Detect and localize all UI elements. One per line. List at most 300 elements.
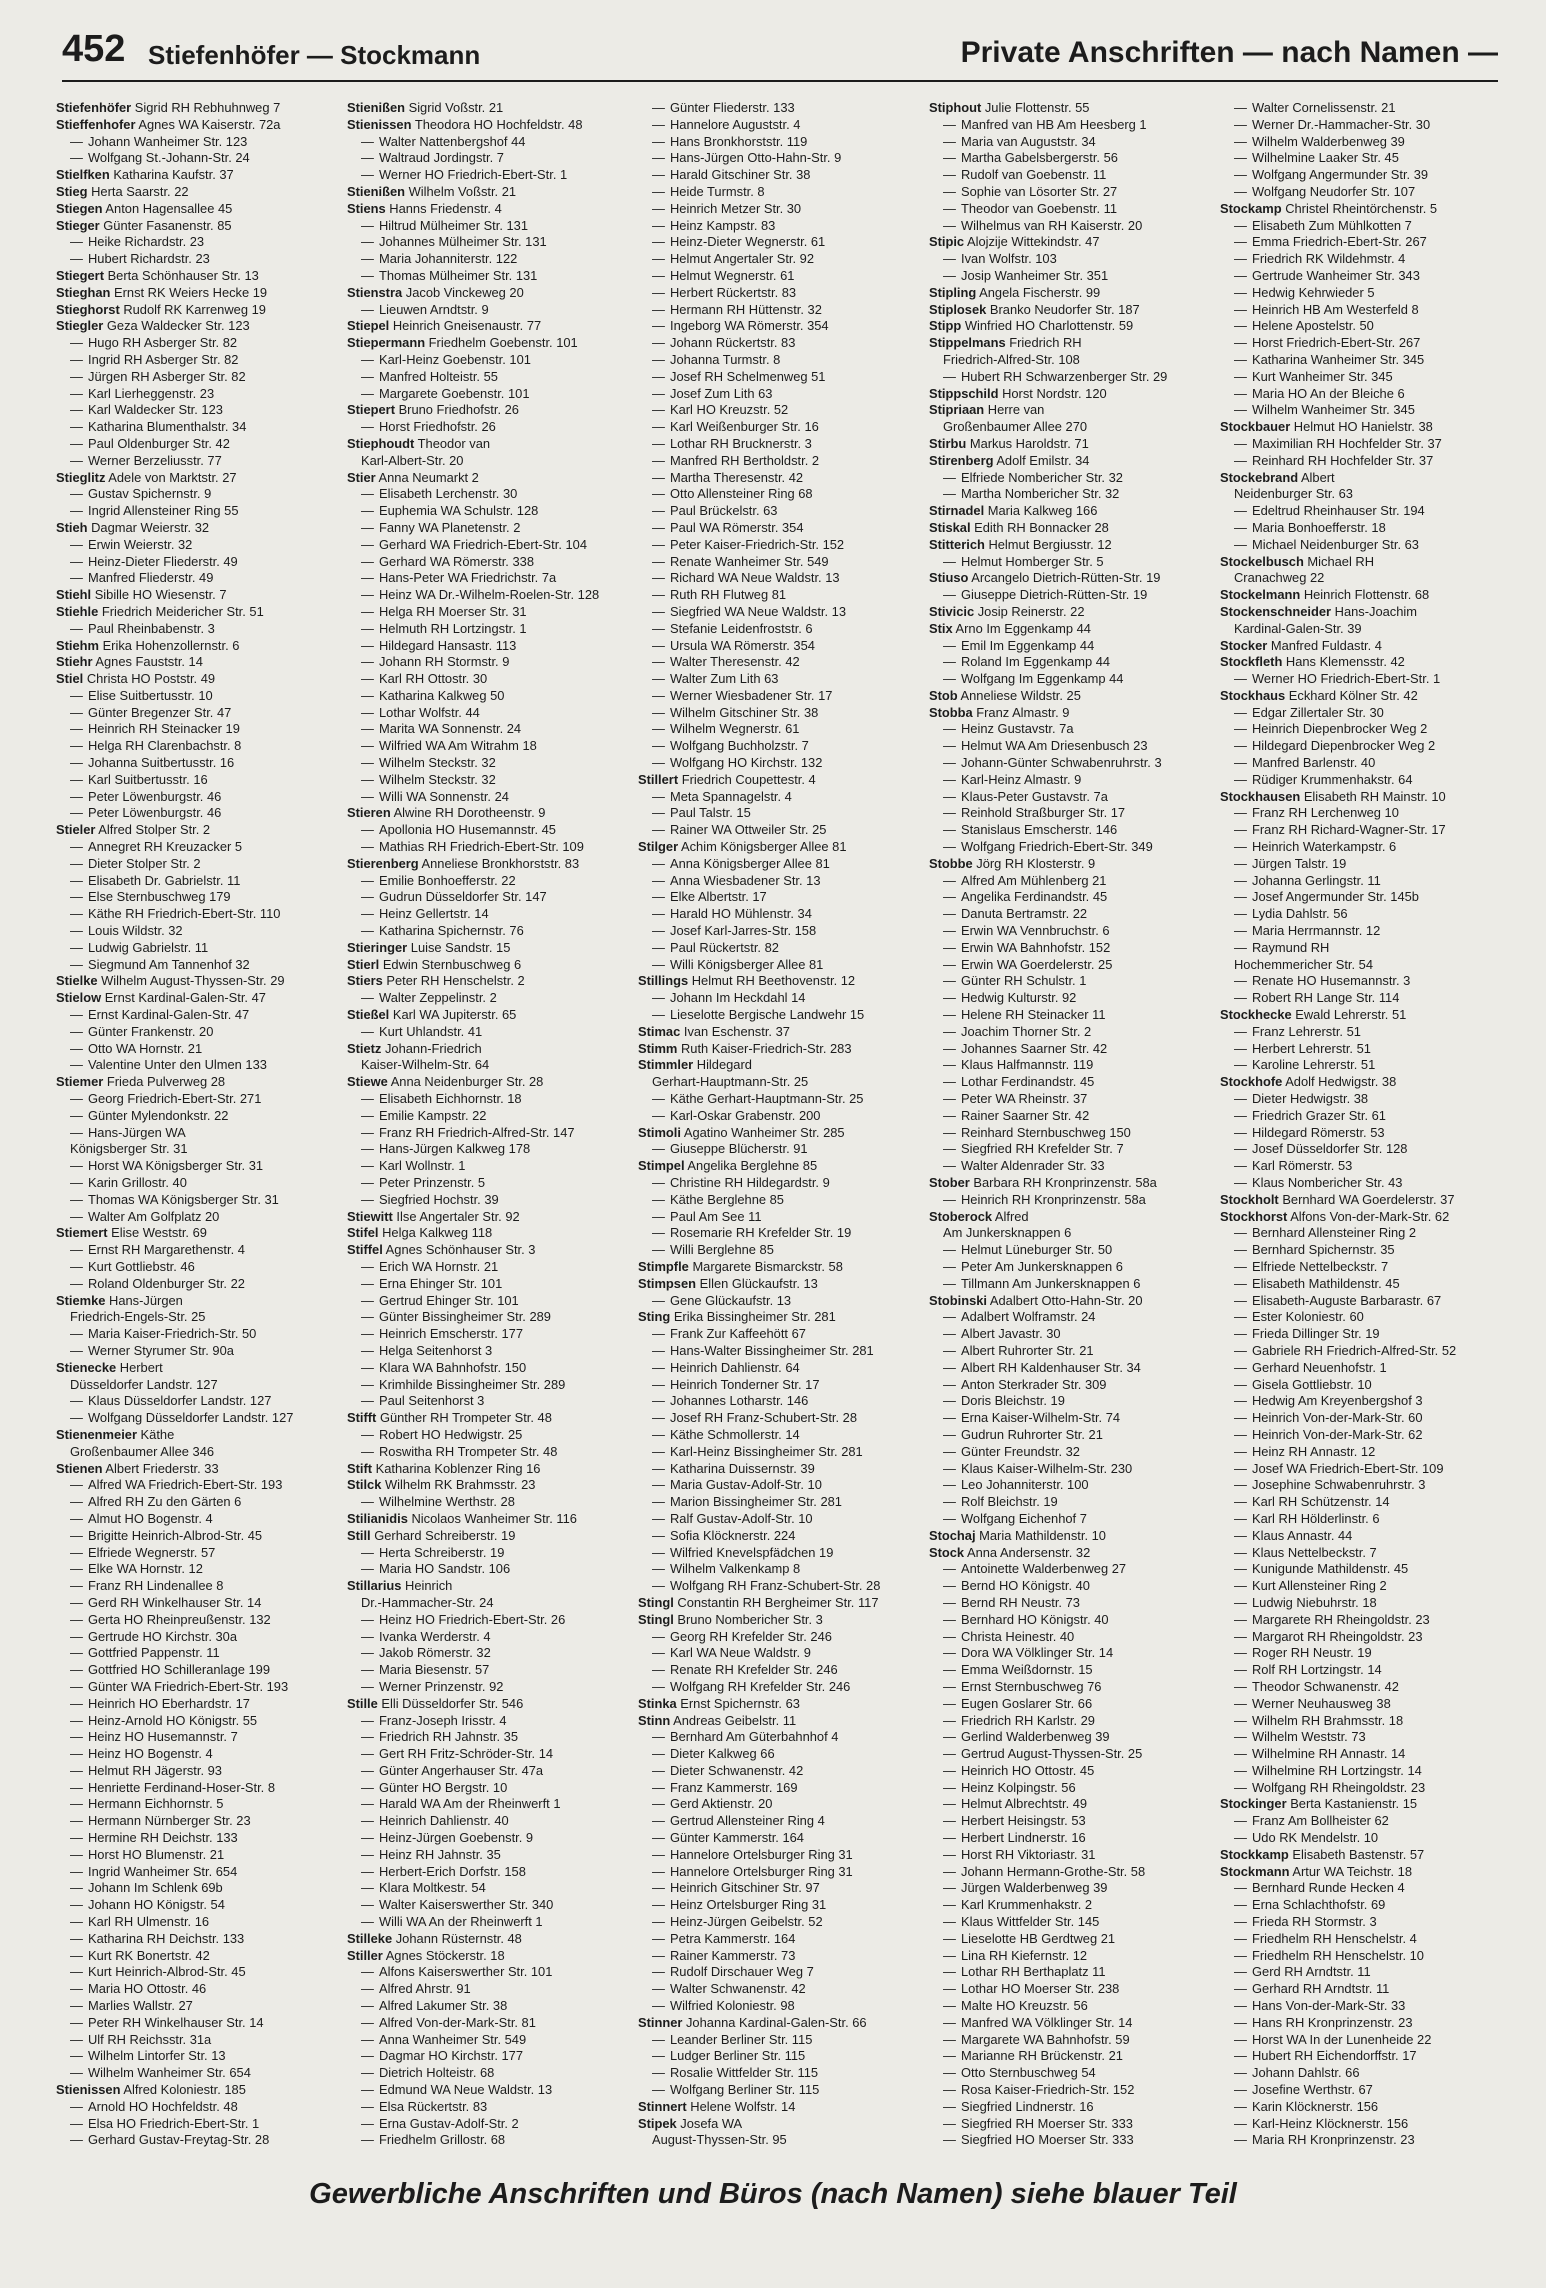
directory-entry bbox=[1220, 2015, 1502, 2032]
directory-entry bbox=[347, 2132, 629, 2149]
entry-detail: Wilhelm Gitschiner Str. 38 bbox=[670, 704, 819, 720]
surname: Stiehl bbox=[56, 587, 92, 603]
dash-marker: — bbox=[361, 587, 374, 603]
surname: Stoberock bbox=[929, 1208, 993, 1224]
dash-marker: — bbox=[70, 486, 83, 502]
surname: Stieger bbox=[56, 217, 100, 233]
directory-entry bbox=[929, 537, 1211, 554]
dash-marker: — bbox=[943, 1762, 956, 1778]
entry-detail: Roland Oldenburger Str. 22 bbox=[88, 1275, 245, 1291]
entry-detail: Karl Krummenhakstr. 2 bbox=[961, 1897, 1093, 1913]
entry-detail: Edeltrud Rheinhauser Str. 194 bbox=[1252, 503, 1425, 519]
directory-entry bbox=[347, 335, 629, 352]
directory-entry bbox=[929, 1494, 1211, 1511]
dash-marker: — bbox=[652, 603, 665, 619]
entry-detail: Julie Flottenstr. 55 bbox=[981, 100, 1090, 115]
directory-entry bbox=[929, 789, 1211, 806]
dash-marker: — bbox=[361, 217, 374, 233]
entry-detail: Albert bbox=[1298, 469, 1335, 485]
directory-entry bbox=[1220, 1477, 1502, 1494]
entry-detail: Ingrid RH Asberger Str. 82 bbox=[88, 351, 239, 367]
entry-detail: Heinz Kampstr. 83 bbox=[670, 217, 776, 233]
entry-detail: Josip Reinerstr. 22 bbox=[974, 603, 1085, 619]
entry-detail: Klaus Wittfelder Str. 145 bbox=[961, 1914, 1100, 1930]
directory-entry bbox=[1220, 1125, 1502, 1142]
directory-entry bbox=[929, 2082, 1211, 2099]
directory-entry bbox=[929, 805, 1211, 822]
dash-marker: — bbox=[652, 335, 665, 351]
dash-marker: — bbox=[70, 1729, 83, 1745]
directory-entry bbox=[347, 419, 629, 436]
entry-continuation: August-Thyssen-Str. 95 bbox=[652, 2132, 787, 2148]
entry-detail: Wolfgang Angermunder Str. 39 bbox=[1252, 167, 1429, 183]
entry-detail: Thomas WA Königsberger Str. 31 bbox=[88, 1191, 279, 1207]
directory-entry bbox=[1220, 1998, 1502, 2015]
directory-entry bbox=[347, 1461, 629, 1478]
directory-entry bbox=[347, 621, 629, 638]
dash-marker: — bbox=[70, 368, 83, 384]
directory-entry bbox=[347, 1679, 629, 1696]
directory-entry bbox=[347, 1158, 629, 1175]
directory-entry bbox=[638, 1024, 920, 1041]
directory-entry bbox=[1220, 1041, 1502, 1058]
entry-detail: Helga Kalkweg 118 bbox=[378, 1225, 493, 1241]
entry-detail: Heinz Ortelsburger Ring 31 bbox=[670, 1897, 827, 1913]
dash-marker: — bbox=[361, 1426, 374, 1442]
entry-detail: Ingrid Wanheimer Str. 654 bbox=[88, 1863, 238, 1879]
entry-detail: Ewald Lehrerstr. 51 bbox=[1291, 1007, 1407, 1023]
dash-marker: — bbox=[943, 1124, 956, 1140]
directory-entry bbox=[929, 923, 1211, 940]
dash-marker: — bbox=[943, 1863, 956, 1879]
entry-detail: Wilhelm Weststr. 73 bbox=[1252, 1729, 1366, 1745]
dash-marker: — bbox=[361, 1914, 374, 1930]
directory-entry bbox=[1220, 1713, 1502, 1730]
entry-detail: Paul Oldenburger Str. 42 bbox=[88, 435, 230, 451]
directory-entry bbox=[929, 1377, 1211, 1394]
entry-detail: Heinz WA Dr.-Wilhelm-Roelen-Str. 128 bbox=[379, 587, 600, 603]
dash-marker: — bbox=[70, 536, 83, 552]
entry-detail: Sophie van Lösorter Str. 27 bbox=[961, 183, 1118, 199]
entry-detail: Roswitha RH Trompeter Str. 48 bbox=[379, 1443, 558, 1459]
entry-detail: Herbert Rückertstr. 83 bbox=[670, 284, 797, 300]
directory-entry bbox=[929, 638, 1211, 655]
directory-entry bbox=[1220, 1259, 1502, 1276]
directory-entry bbox=[638, 1192, 920, 1209]
dash-marker: — bbox=[652, 822, 665, 838]
entry-detail: Helene Apostelstr. 50 bbox=[1252, 318, 1374, 334]
directory-entry bbox=[347, 1259, 629, 1276]
directory-entry bbox=[347, 1696, 629, 1713]
dash-marker: — bbox=[652, 1578, 665, 1594]
directory-entry bbox=[56, 1461, 338, 1478]
dash-marker: — bbox=[943, 1477, 956, 1493]
directory-entry bbox=[638, 889, 920, 906]
surname: Stieghorst bbox=[56, 301, 120, 317]
directory-entry bbox=[1220, 1561, 1502, 1578]
directory-entry bbox=[929, 1461, 1211, 1478]
directory-entry bbox=[56, 184, 338, 201]
dash-marker: — bbox=[943, 2098, 956, 2114]
entry-detail: Wolfgang RH Rheingoldstr. 23 bbox=[1252, 1779, 1426, 1795]
dash-marker: — bbox=[1234, 183, 1247, 199]
directory-entry bbox=[638, 1629, 920, 1646]
entry-detail: Ivan Eschenstr. 37 bbox=[680, 1023, 790, 1039]
dash-marker: — bbox=[1234, 1158, 1247, 1174]
directory-entry bbox=[1220, 1225, 1502, 1242]
dash-marker: — bbox=[361, 1292, 374, 1308]
entry-detail: Wilhelmus van RH Kaiserstr. 20 bbox=[961, 217, 1143, 233]
entry-detail: Theodor van Goebenstr. 11 bbox=[961, 200, 1117, 216]
entry-detail: Harald Gitschiner Str. 38 bbox=[670, 167, 811, 183]
entry-detail: Anna Andersenstr. 32 bbox=[964, 1544, 1091, 1560]
dash-marker: — bbox=[943, 1796, 956, 1812]
entry-detail: Martha Gabelsbergerstr. 56 bbox=[961, 150, 1118, 166]
dash-marker: — bbox=[943, 1191, 956, 1207]
directory-entry bbox=[56, 1561, 338, 1578]
directory-entry bbox=[638, 520, 920, 537]
dash-marker: — bbox=[70, 2115, 83, 2131]
directory-entry bbox=[638, 1561, 920, 1578]
directory-entry bbox=[638, 856, 920, 873]
directory-entry bbox=[1220, 117, 1502, 134]
directory-entry bbox=[347, 1074, 629, 1091]
surname: Stockhaus bbox=[1220, 687, 1286, 703]
entry-detail: Eugen Goslarer Str. 66 bbox=[961, 1695, 1093, 1711]
entry-detail: Wolfgang Düsseldorfer Landstr. 127 bbox=[88, 1410, 294, 1426]
dash-marker: — bbox=[70, 419, 83, 435]
dash-marker: — bbox=[652, 100, 665, 115]
dash-marker: — bbox=[652, 1443, 665, 1459]
directory-entry bbox=[929, 302, 1211, 319]
header-name-range: Stiefenhöfer — Stockmann bbox=[148, 40, 481, 70]
dash-marker: — bbox=[70, 771, 83, 787]
dash-marker: — bbox=[652, 1897, 665, 1913]
directory-entry bbox=[638, 1746, 920, 1763]
directory-entry bbox=[1220, 738, 1502, 755]
directory-entry bbox=[929, 654, 1211, 671]
entry-detail: Elisabeth Eichhornstr. 18 bbox=[379, 1091, 522, 1107]
entry-detail: Werner Wiesbadener Str. 17 bbox=[670, 687, 833, 703]
surname: Stier bbox=[347, 469, 376, 485]
directory-entry bbox=[929, 1024, 1211, 1041]
entry-detail: Ernst RH Margarethenstr. 4 bbox=[88, 1242, 245, 1258]
dash-marker: — bbox=[652, 1779, 665, 1795]
dash-marker: — bbox=[1234, 1981, 1247, 1997]
entry-detail: Ernst RK Weiers Hecke 19 bbox=[110, 284, 268, 300]
directory-entry bbox=[638, 1343, 920, 1360]
entry-detail: Petra Kammerstr. 164 bbox=[670, 1930, 796, 1946]
entry-detail: Werner Neuhausweg 38 bbox=[1252, 1695, 1391, 1711]
dash-marker: — bbox=[943, 1729, 956, 1745]
directory-entry bbox=[56, 1125, 338, 1142]
directory-entry bbox=[638, 1309, 920, 1326]
entry-detail: Horst Friedrich-Ebert-Str. 267 bbox=[1252, 335, 1421, 351]
dash-marker: — bbox=[652, 251, 665, 267]
entry-detail: Johannes Saarner Str. 42 bbox=[961, 1040, 1108, 1056]
entry-detail: Wilhelm Walderbenweg 39 bbox=[1252, 133, 1405, 149]
directory-entry bbox=[347, 1175, 629, 1192]
entry-detail: Klaus Halfmannstr. 119 bbox=[961, 1057, 1094, 1073]
dash-marker: — bbox=[652, 503, 665, 519]
entry-detail: Manfred Fuldastr. 4 bbox=[1267, 637, 1382, 653]
dash-marker: — bbox=[652, 1225, 665, 1241]
entry-detail: Hans-Jürgen Otto-Hahn-Str. 9 bbox=[670, 150, 842, 166]
entry-detail: Marion Bissingheimer Str. 281 bbox=[670, 1494, 842, 1510]
entry-detail: Helga Seitenhorst 3 bbox=[379, 1342, 493, 1358]
directory-entry bbox=[1220, 1074, 1502, 1091]
surname: Stockbauer bbox=[1220, 419, 1291, 435]
directory-entry bbox=[1220, 1108, 1502, 1125]
surname: Stober bbox=[929, 1175, 970, 1190]
entry-detail: Brigitte Heinrich-Albrod-Str. 45 bbox=[88, 1527, 263, 1543]
surname: Stiffel bbox=[347, 1242, 383, 1258]
dash-marker: — bbox=[70, 1342, 83, 1358]
dash-marker: — bbox=[943, 1309, 956, 1325]
entry-detail: Frieda RH Stormstr. 3 bbox=[1252, 1914, 1377, 1930]
dash-marker: — bbox=[1234, 2031, 1247, 2047]
entry-detail: Anton Hagensallee 45 bbox=[102, 200, 233, 216]
directory-entry bbox=[1220, 1612, 1502, 1629]
directory-entry bbox=[347, 1108, 629, 1125]
entry-detail: Waltraud Jordingstr. 7 bbox=[379, 150, 504, 166]
directory-entry bbox=[638, 1209, 920, 1226]
dash-marker: — bbox=[1234, 738, 1247, 754]
dash-marker: — bbox=[1234, 1561, 1247, 1577]
entry-detail: Katharina Kaufstr. 37 bbox=[109, 167, 234, 183]
entry-detail: Rainer Saarner Str. 42 bbox=[961, 1107, 1090, 1123]
surname: Stockebrand bbox=[1220, 469, 1299, 485]
directory-entry bbox=[56, 486, 338, 503]
entry-detail: Udo RK Mendelstr. 10 bbox=[1252, 1830, 1379, 1846]
entry-detail: Maria HO An der Bleiche 6 bbox=[1252, 385, 1405, 401]
entry-detail: Käthe Schmollerstr. 14 bbox=[670, 1426, 800, 1442]
entry-detail: Heinz-Arnold HO Königstr. 55 bbox=[88, 1712, 258, 1728]
directory-entry bbox=[1220, 1293, 1502, 1310]
entry-detail: Heinz HO Bogenstr. 4 bbox=[88, 1746, 213, 1762]
directory-entry bbox=[638, 318, 920, 335]
directory-entry bbox=[347, 671, 629, 688]
dash-marker: — bbox=[361, 1124, 374, 1140]
entry-detail: Helene RH Steinacker 11 bbox=[961, 1007, 1106, 1023]
dash-marker: — bbox=[361, 1494, 374, 1510]
entry-detail: Lothar Ferdinandstr. 45 bbox=[961, 1074, 1095, 1090]
surname: Stiegen bbox=[56, 200, 103, 216]
directory-entry bbox=[1220, 218, 1502, 235]
directory-entry bbox=[347, 721, 629, 738]
entry-detail: Elise Weststr. 69 bbox=[107, 1225, 207, 1241]
entry-detail: Rosemarie RH Krefelder Str. 19 bbox=[670, 1225, 852, 1241]
directory-entry bbox=[929, 2132, 1211, 2149]
entry-detail: Werner Berzeliusstr. 77 bbox=[88, 452, 222, 468]
entry-detail: Georg Friedrich-Ebert-Str. 271 bbox=[88, 1091, 262, 1107]
directory-entry bbox=[929, 1393, 1211, 1410]
entry-detail: Siegfried HO Moerser Str. 333 bbox=[961, 2132, 1134, 2148]
surname: Stift bbox=[347, 1460, 373, 1476]
dash-marker: — bbox=[361, 1561, 374, 1577]
surname: Stietz bbox=[347, 1040, 382, 1056]
directory-entry bbox=[1220, 1746, 1502, 1763]
dash-marker: — bbox=[70, 1578, 83, 1594]
dash-marker: — bbox=[943, 1494, 956, 1510]
directory-entry bbox=[347, 1209, 629, 1226]
directory-entry bbox=[638, 369, 920, 386]
dash-marker: — bbox=[70, 1057, 83, 1073]
surname: Stiller bbox=[347, 1947, 383, 1963]
dash-marker: — bbox=[361, 301, 374, 317]
surname: Stockinger bbox=[1220, 1796, 1287, 1812]
dash-marker: — bbox=[361, 385, 374, 401]
dash-marker: — bbox=[361, 1023, 374, 1039]
dash-marker: — bbox=[943, 839, 956, 855]
dash-marker: — bbox=[1234, 234, 1247, 250]
directory-entry bbox=[1220, 2048, 1502, 2065]
entry-detail: Ludger Berliner Str. 115 bbox=[670, 2048, 806, 2064]
dash-marker: — bbox=[943, 150, 956, 166]
directory-entry bbox=[56, 990, 338, 1007]
entry-detail: Elisabeth Bastenstr. 57 bbox=[1288, 1846, 1425, 1862]
dash-marker: — bbox=[652, 1914, 665, 1930]
directory-entry bbox=[638, 1242, 920, 1259]
dash-marker: — bbox=[70, 1830, 83, 1846]
directory-entry bbox=[929, 318, 1211, 335]
entry-detail: Günter WA Friedrich-Ebert-Str. 193 bbox=[88, 1678, 289, 1694]
directory-entry bbox=[56, 1192, 338, 1209]
directory-entry bbox=[929, 705, 1211, 722]
entry-detail: Robert RH Lange Str. 114 bbox=[1252, 990, 1400, 1006]
dash-marker: — bbox=[943, 200, 956, 216]
directory-entry bbox=[638, 923, 920, 940]
entry-detail: Rosa Kaiser-Friedrich-Str. 152 bbox=[961, 2082, 1135, 2098]
dash-marker: — bbox=[943, 1057, 956, 1073]
directory-entry bbox=[56, 1158, 338, 1175]
directory-entry bbox=[347, 1494, 629, 1511]
directory-entry bbox=[929, 1763, 1211, 1780]
directory-entry bbox=[1220, 1813, 1502, 1830]
entry-detail: Peter RH Henschelstr. 2 bbox=[382, 973, 525, 989]
column-1 bbox=[56, 100, 338, 2150]
dash-marker: — bbox=[361, 2065, 374, 2081]
directory-entry bbox=[347, 2099, 629, 2116]
entry-detail: Andreas Geibelstr. 11 bbox=[670, 1712, 797, 1728]
directory-entry bbox=[1220, 973, 1502, 990]
entry-detail: Michael Neidenburger Str. 63 bbox=[1252, 536, 1419, 552]
dash-marker: — bbox=[70, 704, 83, 720]
dash-marker: — bbox=[1234, 721, 1247, 737]
directory-entry bbox=[1220, 906, 1502, 923]
directory-entry bbox=[929, 453, 1211, 470]
directory-entry bbox=[347, 1746, 629, 1763]
entry-detail: Hans-Peter WA Friedrichstr. 7a bbox=[379, 570, 557, 586]
directory-entry bbox=[929, 889, 1211, 906]
directory-entry bbox=[347, 1444, 629, 1461]
directory-entry bbox=[56, 369, 338, 386]
dash-marker: — bbox=[652, 1208, 665, 1224]
directory-entry bbox=[638, 587, 920, 604]
dash-marker: — bbox=[652, 788, 665, 804]
dash-marker: — bbox=[1234, 1914, 1247, 1930]
entry-detail: Wolfgang Friedrich-Ebert-Str. 349 bbox=[961, 839, 1153, 855]
directory-entry bbox=[347, 554, 629, 571]
dash-marker: — bbox=[1234, 1141, 1247, 1157]
entry-detail: Friedhelm RH Henschelstr. 10 bbox=[1252, 1947, 1424, 1963]
directory-entry bbox=[347, 1041, 629, 1058]
entry-detail: Paul Rheinbabenstr. 3 bbox=[88, 620, 215, 636]
dash-marker: — bbox=[943, 889, 956, 905]
entry-detail: Jürgen Talstr. 19 bbox=[1252, 855, 1347, 871]
directory-entry bbox=[638, 1914, 920, 1931]
dash-marker: — bbox=[70, 385, 83, 401]
dash-marker: — bbox=[652, 1678, 665, 1694]
directory-entry bbox=[347, 1276, 629, 1293]
entry-detail: Josef Angermunder Str. 145b bbox=[1252, 889, 1419, 905]
entry-detail: Heike Richardstr. 23 bbox=[88, 234, 205, 250]
entry-detail: Siegfried RH Krefelder Str. 7 bbox=[961, 1141, 1124, 1157]
dash-marker: — bbox=[943, 116, 956, 132]
dash-marker: — bbox=[361, 2031, 374, 2047]
dash-marker: — bbox=[70, 1998, 83, 2014]
dash-marker: — bbox=[652, 906, 665, 922]
directory-entry bbox=[638, 805, 920, 822]
dash-marker: — bbox=[1234, 1460, 1247, 1476]
directory-entry bbox=[638, 1948, 920, 1965]
directory-entry bbox=[347, 470, 629, 487]
entry-detail: Elfriede Wegnerstr. 57 bbox=[88, 1544, 216, 1560]
surname: Stockhecke bbox=[1220, 1007, 1292, 1023]
entry-detail: Alfred Ahrstr. 91 bbox=[379, 1981, 471, 1997]
directory-entry bbox=[347, 268, 629, 285]
surname: Stiemke bbox=[56, 1292, 106, 1308]
entry-detail: Franz Kammerstr. 169 bbox=[670, 1779, 798, 1795]
entry-detail: Elisabeth Dr. Gabrielstr. 11 bbox=[88, 872, 241, 888]
surname: Stipp bbox=[929, 318, 962, 334]
dash-marker: — bbox=[70, 1191, 83, 1207]
directory-entry bbox=[929, 688, 1211, 705]
entry-detail: Klara Moltkestr. 54 bbox=[379, 1880, 486, 1896]
entry-detail: Maria Herrmannstr. 12 bbox=[1252, 923, 1381, 939]
directory-entry bbox=[929, 940, 1211, 957]
surname: Stiskal bbox=[929, 519, 971, 535]
directory-entry bbox=[56, 2015, 338, 2032]
entry-detail: Wilhelmine RH Annastr. 14 bbox=[1252, 1746, 1406, 1762]
directory-entry bbox=[929, 117, 1211, 134]
header-rule bbox=[62, 80, 1498, 82]
surname: Stiepel bbox=[347, 318, 390, 334]
entry-detail: Renate HO Husemannstr. 3 bbox=[1252, 973, 1411, 989]
entry-detail: Josip Wanheimer Str. 351 bbox=[961, 267, 1109, 283]
entry-detail: Louis Wildstr. 32 bbox=[88, 923, 183, 939]
surname: Stierenberg bbox=[347, 855, 419, 871]
entry-detail: Paul Rückertstr. 82 bbox=[670, 939, 779, 955]
entry-detail: Siegfried RH Moerser Str. 333 bbox=[961, 2115, 1133, 2131]
entry-detail: Christine RH Hildegardstr. 9 bbox=[670, 1175, 830, 1190]
dash-marker: — bbox=[361, 1796, 374, 1812]
directory-entry bbox=[347, 1477, 629, 1494]
directory-entry bbox=[347, 990, 629, 1007]
directory-entry bbox=[56, 923, 338, 940]
dash-marker: — bbox=[943, 1645, 956, 1661]
entry-detail: Johann-Friedrich bbox=[381, 1040, 482, 1056]
dash-marker: — bbox=[943, 637, 956, 653]
dash-marker: — bbox=[70, 1040, 83, 1056]
dash-marker: — bbox=[70, 1091, 83, 1107]
entry-detail: Horst Nordstr. 120 bbox=[998, 385, 1107, 401]
entry-detail: Erwin WA Bahnhofstr. 152 bbox=[961, 939, 1111, 955]
dash-marker: — bbox=[361, 167, 374, 183]
entry-detail: Karl HO Kreuzstr. 52 bbox=[670, 402, 789, 418]
directory-entry bbox=[638, 1427, 920, 1444]
dash-marker: — bbox=[1234, 1729, 1247, 1745]
